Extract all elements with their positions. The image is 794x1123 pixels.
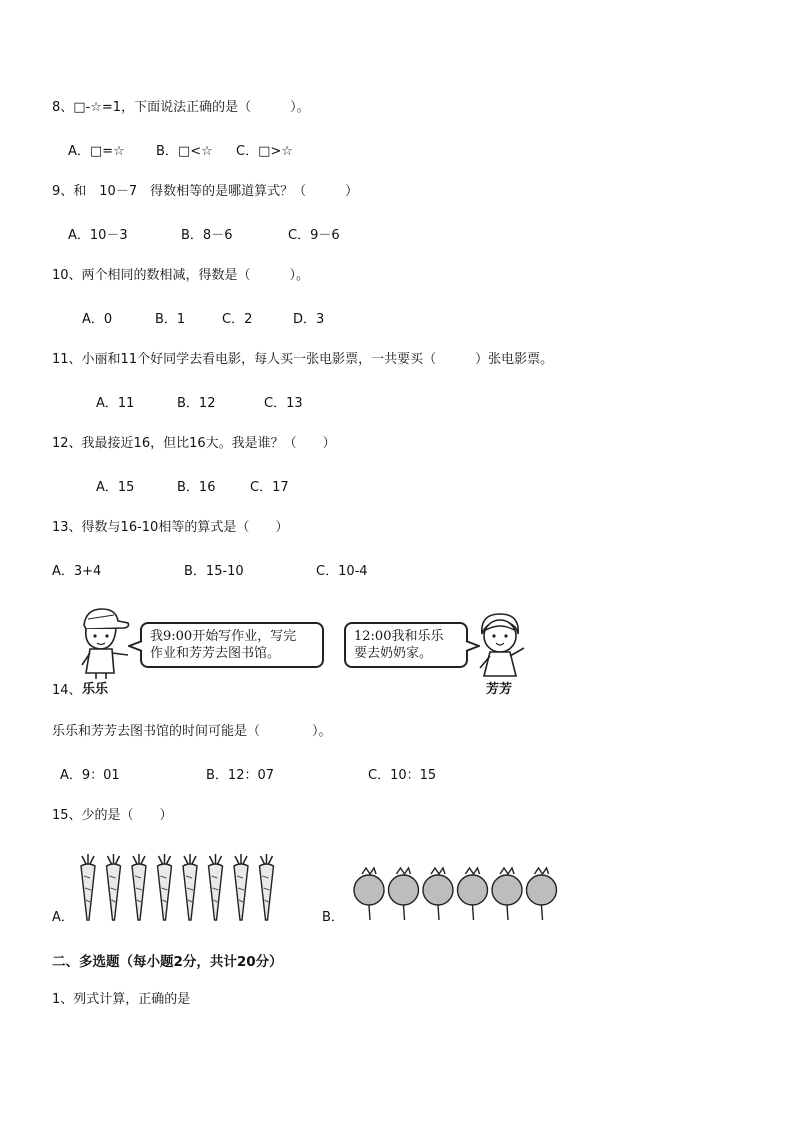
- q12-option-c[interactable]: C．17: [250, 480, 289, 495]
- q10-stem: 10、两个相同的数相减，得数是（ ）。: [52, 268, 310, 283]
- q14-option-a[interactable]: A．9：01: [60, 768, 120, 783]
- section-2-title: 二、多选题（每小题2分，共计20分）: [52, 954, 283, 970]
- lele-bubble-tail: [128, 640, 144, 652]
- radish-icon: [389, 868, 419, 920]
- fangfang-name-label: 芳芳: [486, 682, 513, 697]
- radishes-group: [352, 866, 564, 924]
- q8-option-a[interactable]: A．□=☆: [68, 144, 125, 159]
- q8-stem: 8、□-☆=1，下面说法正确的是（ ）。: [52, 100, 310, 115]
- q13-option-b[interactable]: B．15-10: [184, 564, 244, 579]
- q15-option-b[interactable]: B．: [322, 910, 344, 925]
- boy-lele-illustration: [74, 603, 136, 679]
- q10-option-c[interactable]: C．2: [222, 312, 253, 327]
- carrot-icon: [81, 854, 95, 920]
- q10-option-a[interactable]: A．0: [82, 312, 113, 327]
- q10-option-b[interactable]: B．1: [155, 312, 186, 327]
- q9-option-b[interactable]: B．8－6: [181, 228, 233, 243]
- q13-option-a[interactable]: A．3+4: [52, 564, 102, 579]
- q11-option-c[interactable]: C．13: [264, 396, 303, 411]
- q8-option-b[interactable]: B．□<☆: [156, 144, 213, 159]
- q9-stem: 9、和 10－7 得数相等的是哪道算式？（ ）: [52, 184, 359, 199]
- q13-option-c[interactable]: C．10-4: [316, 564, 368, 579]
- carrot-icon: [158, 854, 172, 920]
- q14-number: 14、: [52, 683, 82, 698]
- q15-stem: 15、少的是（ ）: [52, 808, 173, 823]
- q15-option-a[interactable]: A．: [52, 910, 74, 925]
- carrot-icon: [183, 854, 197, 920]
- radish-icon: [492, 868, 522, 920]
- q10-option-d[interactable]: D．3: [293, 312, 325, 327]
- q8-option-c[interactable]: C．□>☆: [236, 144, 293, 159]
- carrot-icon: [234, 854, 248, 920]
- lele-speech-bubble: 我9:00开始写作业，写完 作业和芳芳去图书馆。: [140, 622, 324, 668]
- carrots-group: [76, 852, 286, 924]
- q11-stem: 11、小丽和11个好同学去看电影，每人买一张电影票，一共要买（ ）张电影票。: [52, 352, 554, 367]
- carrot-icon: [107, 854, 121, 920]
- q12-option-a[interactable]: A．15: [96, 480, 135, 495]
- q14-option-c[interactable]: C．10：15: [368, 768, 437, 783]
- carrot-icon: [260, 854, 274, 920]
- q9-option-a[interactable]: A．10－3: [68, 228, 128, 243]
- fangfang-speech-bubble: 12:00我和乐乐 要去奶奶家。: [344, 622, 468, 668]
- radish-icon: [354, 868, 384, 920]
- radish-icon: [527, 868, 557, 920]
- q11-option-a[interactable]: A．11: [96, 396, 135, 411]
- lele-name-label: 乐乐: [82, 682, 109, 697]
- carrot-icon: [209, 854, 223, 920]
- girl-fangfang-illustration: [474, 608, 528, 680]
- radish-icon: [423, 868, 453, 920]
- section-2-q1-stem: 1、列式计算，正确的是: [52, 992, 191, 1007]
- q14-option-b[interactable]: B．12：07: [206, 768, 275, 783]
- q12-stem: 12、我最接近16，但比16大。我是谁？（ ）: [52, 436, 336, 451]
- carrot-icon: [132, 854, 146, 920]
- radish-icon: [458, 868, 488, 920]
- q13-stem: 13、得数与16-10相等的算式是（ ）: [52, 520, 289, 535]
- q9-option-c[interactable]: C．9－6: [288, 228, 340, 243]
- q11-option-b[interactable]: B．12: [177, 396, 216, 411]
- q14-stem: 乐乐和芳芳去图书馆的时间可能是（ ）。: [52, 724, 332, 739]
- q12-option-b[interactable]: B．16: [177, 480, 216, 495]
